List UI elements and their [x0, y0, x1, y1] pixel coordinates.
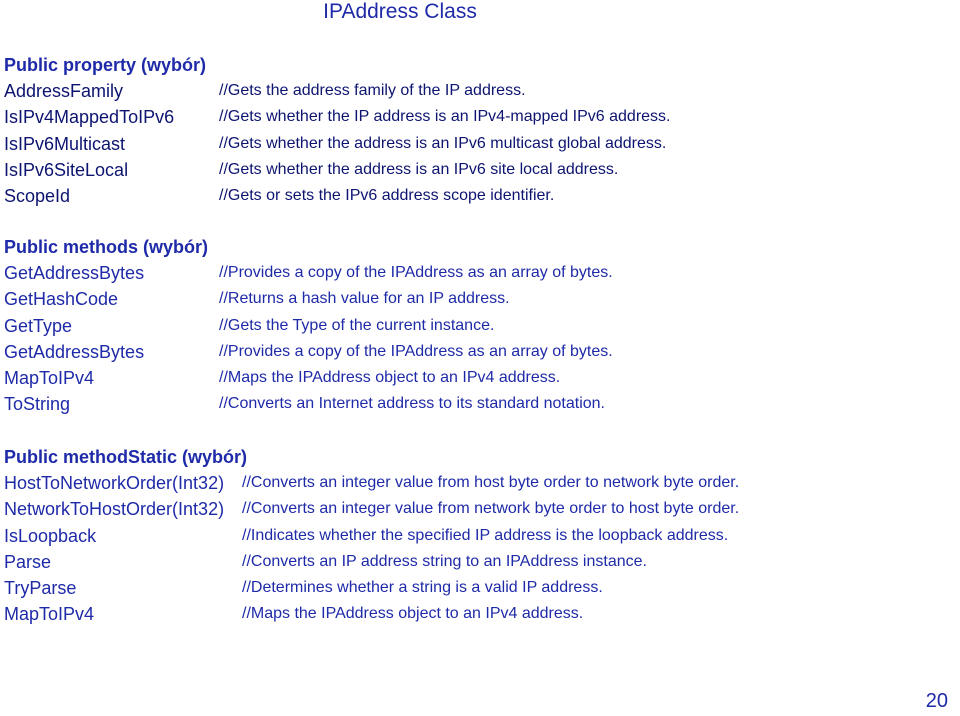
- static-method-desc: //Determines whether a string is a valid IP address.: [242, 579, 603, 597]
- static-method-name: TryParse: [4, 578, 77, 599]
- property-desc: //Gets the address family of the IP address.: [219, 82, 526, 99]
- method-desc: //Gets the Type of the current instance.: [219, 316, 495, 334]
- method-name: GetHashCode: [4, 289, 119, 310]
- static-method-name: NetworkToHostOrder(Int32): [4, 499, 225, 520]
- property-desc: //Gets or sets the IPv6 address scope identifier.: [219, 187, 555, 205]
- property-desc: //Gets whether the address is an IPv6 site local address.: [219, 160, 619, 178]
- static-method-desc: //Converts an IP address string to an IPAddress instance.: [242, 552, 647, 570]
- list-item: [4, 183, 555, 209]
- method-name: GetAddressBytes: [4, 341, 145, 362]
- list-item: [4, 496, 740, 522]
- page-title: IPAddress Class: [323, 0, 477, 23]
- list-item: [4, 575, 603, 601]
- static-method-desc: //Converts an integer value from host byte order to network byte order.: [242, 474, 740, 491]
- list-item: [4, 286, 510, 312]
- properties-heading: Public property (wybór): [4, 55, 207, 75]
- list-item: [4, 157, 619, 183]
- method-desc: //Provides a copy of the IPAddress as an array of bytes.: [219, 264, 613, 281]
- property-name: AddressFamily: [4, 81, 124, 101]
- property-name: IsIPv4MappedToIPv6: [4, 107, 175, 128]
- static-method-desc: //Maps the IPAddress object to an IPv4 address.: [242, 605, 584, 623]
- static-method-name: IsLoopback: [4, 525, 97, 546]
- method-name: GetAddressBytes: [4, 263, 145, 283]
- property-name: IsIPv6Multicast: [4, 133, 126, 154]
- property-name: IsIPv6SiteLocal: [4, 159, 129, 180]
- list-item: [4, 104, 671, 130]
- property-desc: //Gets whether the address is an IPv6 multicast global address.: [219, 134, 667, 152]
- methods-section: [4, 234, 613, 418]
- list-item: [4, 313, 495, 339]
- method-desc: //Maps the IPAddress object to an IPv4 address.: [219, 369, 561, 387]
- static-methods-section: [4, 444, 740, 628]
- static-method-name: MapToIPv4: [4, 604, 95, 625]
- static-methods-heading: Public methodStatic (wybór): [4, 447, 248, 467]
- list-item: [4, 549, 647, 575]
- list-item: [4, 365, 561, 391]
- static-method-desc: //Indicates whether the specified IP address is the loopback address.: [242, 526, 729, 544]
- method-desc: //Provides a copy of the IPAddress as an array of bytes.: [219, 342, 613, 360]
- list-item: [4, 131, 667, 157]
- static-method-name: HostToNetworkOrder(Int32): [4, 473, 225, 493]
- static-method-desc: //Converts an integer value from network byte order to host byte order.: [242, 500, 740, 518]
- page-number: 20: [925, 690, 948, 712]
- list-item: [4, 78, 526, 104]
- list-item: [4, 601, 584, 627]
- list-item: [4, 523, 729, 549]
- method-name: ToString: [4, 394, 71, 415]
- property-name: ScopeId: [4, 186, 71, 207]
- static-method-name: Parse: [4, 551, 52, 572]
- property-desc: //Gets whether the IP address is an IPv4-mapped IPv6 address.: [219, 108, 671, 126]
- list-item: [4, 339, 613, 365]
- methods-heading: Public methods (wybór): [4, 237, 209, 257]
- list-item: [4, 260, 613, 286]
- list-item: [4, 391, 605, 417]
- properties-section: [4, 52, 671, 209]
- method-name: GetType: [4, 315, 73, 336]
- method-desc: //Returns a hash value for an IP address.: [219, 290, 510, 308]
- list-item: [4, 470, 740, 496]
- method-name: MapToIPv4: [4, 368, 95, 389]
- method-desc: //Converts an Internet address to its standard notation.: [219, 395, 605, 413]
